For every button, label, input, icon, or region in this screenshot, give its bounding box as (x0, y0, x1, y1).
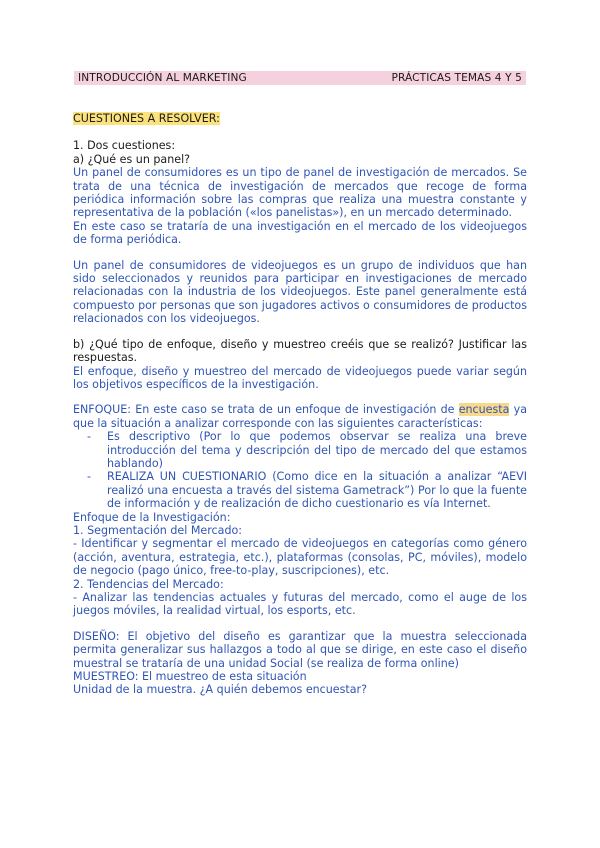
segmentacion-text: - Identificar y segmentar el mercado de videojuegos en categorías como género (acción, aventura, estrategia, etc.), plataformas (consolas, PC, móviles), modelo de negocio (pago único, free-to-play, suscripciones), etc. (73, 537, 527, 578)
header-practice-title: PRÁCTICAS TEMAS 4 Y 5 (391, 72, 522, 84)
tendencias-title: 2. Tendencias del Mercado: (73, 577, 224, 591)
spacer (73, 247, 527, 259)
tendencias-text: - Analizar las tendencias actuales y futuras del mercado, como el auge de los juegos móviles, la realidad virtual, los esports, etc. (73, 591, 527, 618)
enfoque-text-start: ENFOQUE: En este caso se trata de un enfoque de investigación de (73, 403, 459, 417)
segmentacion-title: 1. Segmentación del Mercado: (73, 523, 243, 537)
spacer (73, 391, 527, 403)
list-item (87, 430, 527, 470)
spacer (73, 326, 527, 338)
diseno-paragraph: DISEÑO: El objetivo del diseño es garantizar que la muestra seleccionada permita generalizar sus hallazgos a todo al que se dirige, en este caso el diseño muestral se trataría de una unidad Social (se realiza de forma online) (73, 629, 527, 670)
enfoque-highlight-word: encuesta (458, 403, 510, 417)
list-item (87, 470, 527, 510)
dash-bullet-icon: - (87, 430, 92, 444)
enfoque-characteristics-list (73, 430, 527, 510)
answer-b-paragraph-1: El enfoque, diseño y muestreo del mercado de videojuegos puede variar según los objetivos específicos de la investigación. (73, 364, 527, 391)
enfoque-text-end: ya que la situación a analizar corresponde con las siguientes características: (73, 403, 527, 430)
answer-a-paragraph-2: En este caso se trataría de una investigación en el mercado de los videojuegos de forma periódica. (73, 219, 527, 247)
document-body (73, 112, 527, 697)
list-item-text: Es descriptivo (Por lo que podemos observar se realiza una breve introducción del tema y descripción del tipo de mercado del que estamos hablando) (107, 430, 527, 470)
spacer (73, 125, 527, 139)
dash-bullet-icon: - (87, 470, 92, 484)
answer-a-paragraph-3: Un panel de consumidores de videojuegos es un grupo de individuos que han sido seleccionados y reunidos para participar en investigaciones de mercado relacionadas con la industria de los videojuegos. Este panel generalmente está compuesto por personas que son jugadores activos o consumidores de productos relacionados con los videojuegos. (73, 258, 527, 326)
enfoque-paragraph (73, 403, 527, 430)
unidad-muestra-paragraph: Unidad de la muestra. ¿A quién debemos encuestar? (73, 683, 368, 697)
answer-a-paragraph-1: Un panel de consumidores es un tipo de panel de investigación de mercados. Se trata de una técnica de investigación de mercados que recoge de forma periódica información sobre las compras que realiza una muestra constante y representativa de la población («los panelistas»), en un mercado determinado. (73, 166, 527, 220)
section-title (73, 112, 527, 125)
list-item-text: REALIZA UN CUESTIONARIO (Como dice en la situación a analizar “AEVI realizó una encuesta a través del sistema Gametrack”) Por lo que la fuente de información y de realización de dicho cuestionario es vía Internet. (107, 470, 527, 511)
page-header (74, 71, 526, 85)
section-title-text: CUESTIONES A RESOLVER: (73, 112, 220, 125)
question-1-title: 1. Dos cuestiones: (73, 139, 176, 153)
question-b-title: b) ¿Qué tipo de enfoque, diseño y muestreo creéis que se realizó? Justificar las respuestas. (73, 337, 527, 365)
header-course-title: INTRODUCCIÓN AL MARKETING (78, 72, 247, 84)
spacer (73, 618, 527, 630)
enfoque-investigacion-title: Enfoque de la Investigación: (73, 510, 231, 524)
muestreo-paragraph: MUESTREO: El muestreo de esta situación (73, 670, 307, 684)
question-a-title: a) ¿Qué es un panel? (73, 152, 191, 166)
